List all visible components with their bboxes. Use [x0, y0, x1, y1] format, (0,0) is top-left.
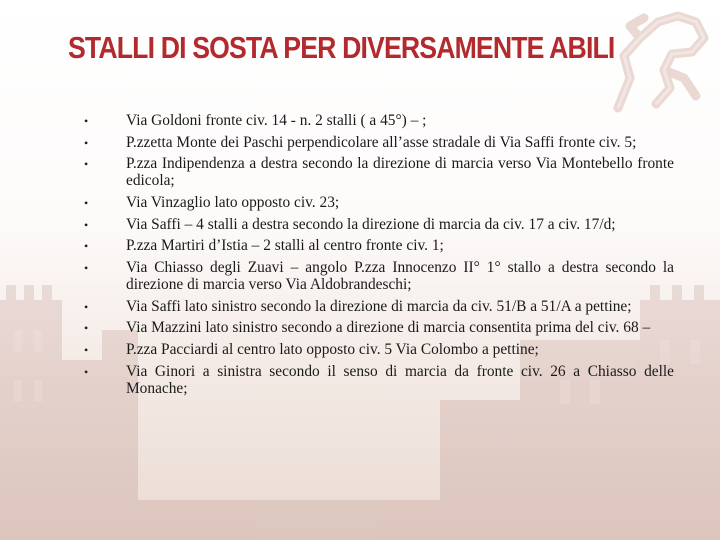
- grosseto-griffin-emblem-icon: [600, 8, 712, 116]
- list-item-text: P.zza Indipendenza a destra secondo la direzione di marcia verso Via Montebello fronte edicola;: [126, 155, 674, 190]
- bullet-icon: •: [84, 217, 89, 232]
- list-item: [84, 134, 674, 151]
- list-item: [84, 259, 674, 294]
- list-item-text: Via Goldoni fronte civ. 14 - n. 2 stalli ( a 45°) – ;: [126, 112, 427, 129]
- list-item: [84, 363, 674, 398]
- list-item-text: P.zza Pacciardi al centro lato opposto civ. 5 Via Colombo a pettine;: [126, 340, 539, 358]
- list-item-text: Via Vinzaglio lato opposto civ. 23;: [126, 194, 340, 212]
- list-item: [84, 319, 674, 336]
- bullet-icon: •: [84, 239, 89, 254]
- list-item-text: P.zzetta Monte dei Paschi perpendicolare all’asse stradale di Via Saffi fronte civ. 5;: [126, 133, 637, 151]
- bullet-icon: •: [84, 114, 89, 128]
- bullet-icon: •: [84, 260, 89, 275]
- bullet-icon: •: [84, 342, 89, 357]
- list-item: [84, 341, 674, 358]
- list-item: [84, 155, 674, 190]
- list-item-text: Via Saffi – 4 stalli a destra secondo la direzione di marcia da civ. 17 a civ. 17/d;: [126, 215, 616, 233]
- list-item: [84, 237, 674, 254]
- slide-title: STALLI DI SOSTA PER DIVERSAMENTE ABILI: [68, 30, 615, 65]
- list-item-text: Via Ginori a sinistra secondo il senso di marcia da fronte civ. 26 a Chiasso delle Monache;: [126, 362, 674, 397]
- list-item-text: P.zza Martiri d’Istia – 2 stalli al centro fronte civ. 1;: [126, 237, 444, 255]
- list-item-text: Via Mazzini lato sinistro secondo a direzione di marcia consentita prima del civ. 68 –: [126, 319, 651, 337]
- bullet-icon: •: [84, 364, 89, 379]
- bullet-icon: •: [84, 299, 89, 314]
- bullet-icon: •: [84, 135, 89, 150]
- list-item: [84, 216, 674, 233]
- parking-locations-list: [84, 112, 674, 401]
- list-item-text: Via Chiasso degli Zuavi – angolo P.zza Innocenzo II° 1° stallo a destra secondo la direzione di marcia verso Via Aldobrandeschi;: [126, 258, 674, 294]
- list-item: [84, 298, 674, 315]
- bullet-icon: •: [84, 157, 89, 172]
- bullet-icon: •: [84, 196, 89, 211]
- list-item-text: Via Saffi lato sinistro secondo la direzione di marcia da civ. 51/B a 51/A a pettine;: [126, 297, 632, 315]
- list-item: [84, 112, 674, 129]
- list-item: [84, 194, 674, 211]
- bullet-icon: •: [84, 321, 89, 336]
